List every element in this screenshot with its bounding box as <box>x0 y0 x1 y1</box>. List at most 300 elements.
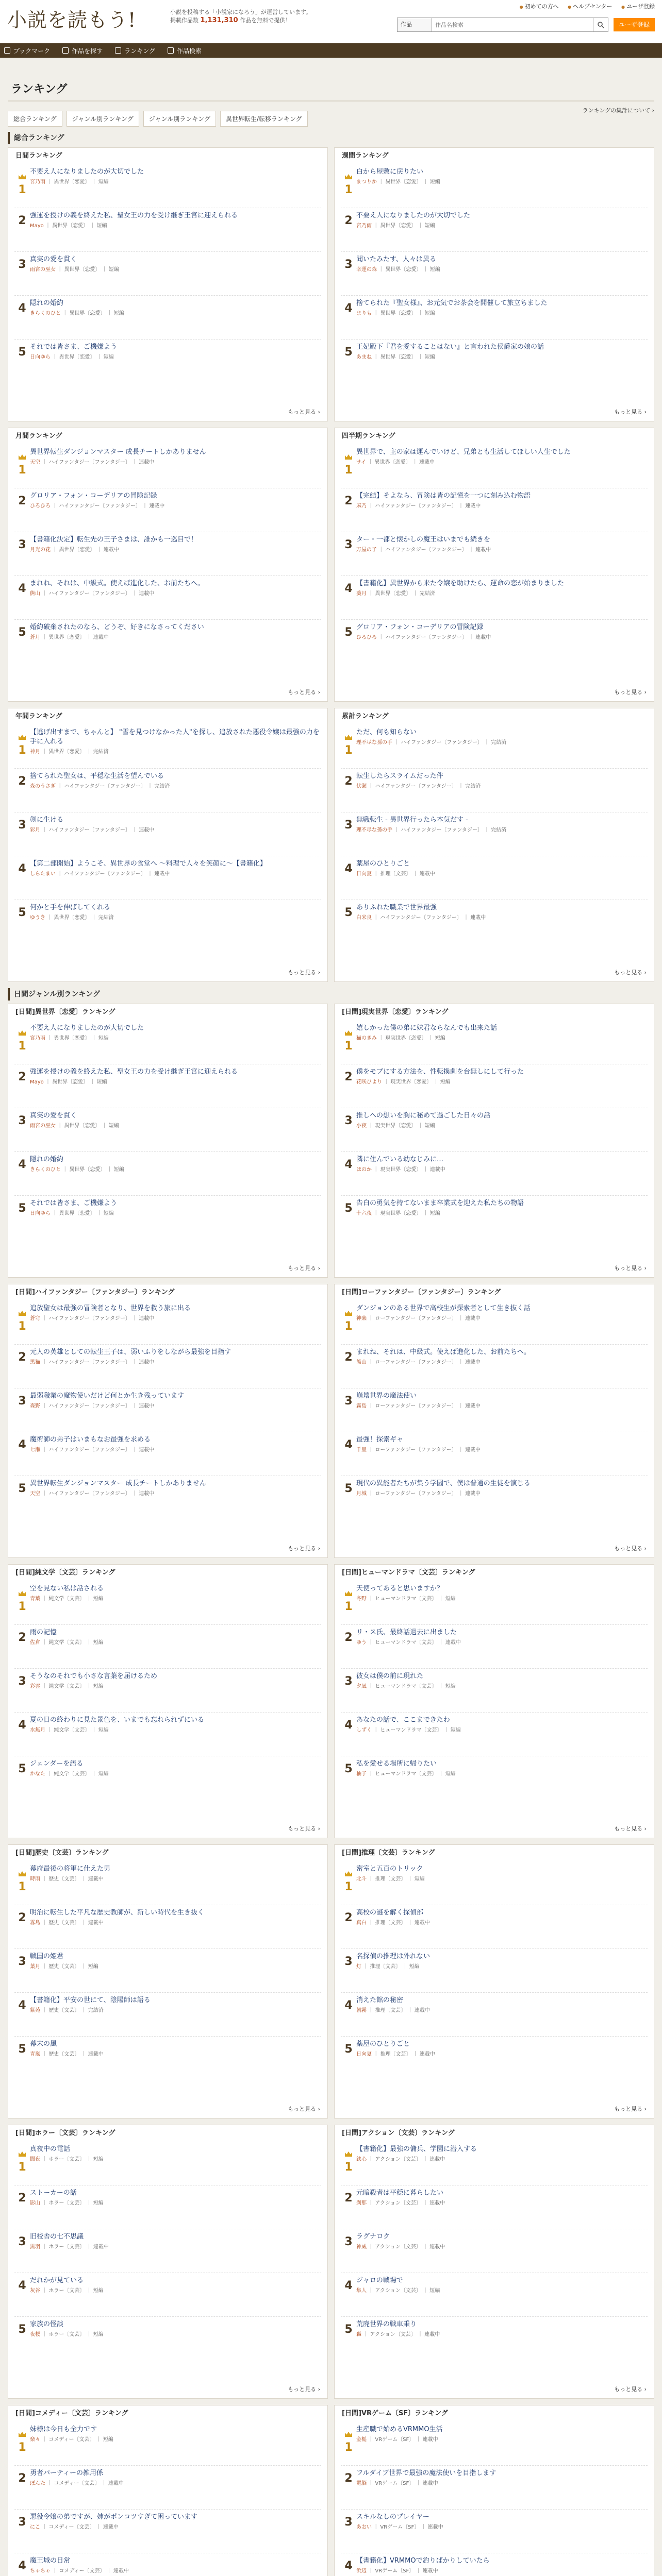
ranking-item <box>341 2037 648 2080</box>
author-link[interactable]: 真白 <box>356 1920 367 1926</box>
author-link[interactable]: 宮乃雨 <box>30 1036 45 1041</box>
genre-status: 異世界〔恋愛〕 ｜ 完結済 <box>54 915 114 921</box>
author-link[interactable]: きらくのひと <box>30 311 61 316</box>
work-title-link[interactable]: 空を見ない私は話される <box>30 1585 104 1592</box>
item-info <box>356 1628 648 1647</box>
work-title-link[interactable]: まれね、それは、中級式。使えば進化した、お前たちへ。 <box>30 580 205 587</box>
work-title-link[interactable]: 幕府最後の将軍に仕えた男 <box>30 1865 111 1873</box>
author-link[interactable]: 北斗 <box>356 1876 367 1882</box>
ranking-item <box>14 856 321 900</box>
see-more-link[interactable]: もっと見る › <box>288 1824 320 1833</box>
work-title-link[interactable]: グロリア・フォン・コーデリアの冒険記録 <box>356 623 484 631</box>
nav-search[interactable]: 作品検索 <box>168 46 202 55</box>
work-title-link[interactable]: 元人の英雄としての転生王子は、弱いふりをしながら最強を目指す <box>30 1348 231 1356</box>
ranking-item <box>341 164 648 208</box>
top-link-beginner[interactable]: ● 初めての方へ <box>520 3 559 10</box>
see-more-link[interactable]: もっと見る › <box>288 1544 320 1552</box>
user-register-button[interactable]: ユーザ登録 <box>614 18 655 31</box>
work-title-link[interactable]: それでは皆さま、ご機嫌よう <box>30 343 118 351</box>
author-link[interactable]: サイ <box>356 460 367 465</box>
work-title-link[interactable]: 隠れの婚約 <box>30 299 64 307</box>
work-title-link[interactable]: 不要え人になりましたのが大切でした <box>30 1024 144 1032</box>
rank-number <box>14 535 30 551</box>
work-title-link[interactable]: 【逃げ出すまで、ちゃんと】 "雪を見つけなかった人"を探し、追放された悪役令嬢は最強の力を手に入れる <box>30 728 320 745</box>
work-title-link[interactable]: 彼女は僕の前に現れた <box>356 1672 424 1680</box>
work-title-link[interactable]: ただ、何も知らない <box>356 728 417 736</box>
author-link[interactable]: 霧島 <box>356 1403 367 1409</box>
item-info <box>30 343 321 361</box>
author-link[interactable]: かなた <box>30 1771 45 1777</box>
author-link[interactable]: ゆう <box>356 1640 367 1646</box>
see-more-link[interactable]: もっと見る › <box>614 688 647 696</box>
work-title-link[interactable]: 薬屋のひとりごと <box>356 860 410 868</box>
work-title-link[interactable]: 【書籍化決定】転生先の王子さまは、誰かも一巡目で！ <box>30 536 198 544</box>
author-link[interactable]: 鉄心 <box>356 2157 367 2162</box>
rank-value: 4 <box>18 1438 26 1451</box>
see-more-link[interactable]: もっと見る › <box>288 968 320 976</box>
ranking-item <box>14 164 321 208</box>
ranking-grid <box>8 147 654 982</box>
work-title-link[interactable]: 強運を授けの義を終えた私、聖女王の力を受け継ぎ王宮に迎えられる <box>30 1068 238 1076</box>
author-link[interactable]: 時雨 <box>30 1876 40 1882</box>
author-link[interactable]: 青葉 <box>30 1596 40 1602</box>
author-link[interactable]: 月光の花 <box>30 547 51 553</box>
rank-number <box>341 1155 356 1171</box>
search-input[interactable] <box>432 18 593 31</box>
work-title-link[interactable]: 現代の異能者たちが集う学園で、僕は普通の生徒を演じる <box>356 1480 531 1487</box>
work-title-link[interactable]: 追放聖女は最強の冒険者となり、世界を救う旅に出る <box>30 1304 191 1312</box>
author-link[interactable]: 天空 <box>30 1491 40 1497</box>
genre-status: 現実世界〔恋愛〕 ｜ 短編 <box>380 1211 440 1216</box>
top-link-register[interactable]: ● ユーザ登録 <box>621 3 655 10</box>
author-link[interactable]: 蒼月 <box>30 635 40 640</box>
work-title-link[interactable]: 最強！探索ギャ <box>356 1436 404 1444</box>
work-title-link[interactable]: そうなのそれでも小さな言葉を届けるため <box>30 1672 158 1680</box>
work-title-link[interactable]: ストーカーの話 <box>30 2189 77 2197</box>
author-link[interactable]: ぽんた <box>30 2481 45 2486</box>
author-link[interactable]: 猫のきみ <box>356 1036 377 1041</box>
see-more-link[interactable]: もっと見る › <box>288 2385 320 2393</box>
work-title-link[interactable]: 夏の日の終わりに見た景色を、いまでも忘れられずにいる <box>30 1716 205 1724</box>
work-title-link[interactable]: ありふれた職業で世界最強 <box>356 904 437 911</box>
see-more-link[interactable]: もっと見る › <box>614 2385 647 2393</box>
genre-status: 異世界〔恋愛〕 ｜ 短編 <box>69 311 124 316</box>
author-link[interactable]: 闇夜 <box>30 2157 40 2162</box>
author-link[interactable]: 伏瀬 <box>356 784 367 789</box>
work-title-link[interactable]: 崩壊世界の魔法使い <box>356 1392 417 1400</box>
work-title-link[interactable]: 婚約破棄されたのなら、どうぞ、好きになさってください <box>30 623 204 631</box>
ranking-list <box>335 1021 654 1240</box>
genre-status: ハイファンタジー〔ファンタジー〕 ｜ 連載中 <box>64 871 170 877</box>
work-title-link[interactable]: だれかが見ている <box>30 2277 84 2284</box>
author-link[interactable]: 灯 <box>356 1964 361 1970</box>
subnav-isekai[interactable]: 異世界転生/転移ランキング <box>220 111 308 127</box>
work-title-link[interactable]: 不要え人になりましたのが大切でした <box>356 212 471 219</box>
author-link[interactable]: 宮乃雨 <box>30 179 45 185</box>
work-title-link[interactable]: 私を愛せる場所に帰りたい <box>356 1760 437 1768</box>
rank-value: 1 <box>18 183 26 196</box>
work-title-link[interactable]: 転生したらスライムだった件 <box>356 772 443 780</box>
work-title-link[interactable]: 捨てられた『聖女様』、お元気でお茶会を開催して旅立ちました <box>356 299 548 307</box>
work-title-link[interactable]: グロリア・フォン・コーデリアの冒険記録 <box>30 492 157 500</box>
author-link[interactable]: 七瀬 <box>30 1447 40 1453</box>
work-title-link[interactable]: 高校の謎を解く探偵部 <box>356 1909 424 1917</box>
work-title-link[interactable]: 真実の愛を貫く <box>30 1112 77 1120</box>
site-logo[interactable]: 小説を読もう! <box>7 9 137 31</box>
work-title-link[interactable]: 【書籍化】平安の世にて、陰陽師は語る <box>30 1996 151 2004</box>
search-button[interactable] <box>593 18 608 31</box>
work-title-link[interactable]: 異世界転生ダンジョンマスター 成長チートしかありません <box>30 1480 206 1487</box>
ranking-box <box>8 1284 328 1558</box>
author-link[interactable]: 浜辺 <box>356 2568 367 2574</box>
rank-value: 5 <box>344 2323 353 2336</box>
ranking-item <box>14 2229 321 2273</box>
author-link[interactable]: 千里 <box>356 1447 367 1453</box>
rank-value: 5 <box>18 626 26 639</box>
author-link[interactable]: ひろひろ <box>356 635 377 640</box>
item-info <box>30 1865 321 1883</box>
work-title-link[interactable]: 密室と五百のトリック <box>356 1865 423 1873</box>
author-link[interactable]: 神楽 <box>356 1316 367 1321</box>
author-link[interactable]: 麻乃 <box>356 503 367 509</box>
rank-value: 3 <box>344 819 353 832</box>
genre-status: 異世界〔恋愛〕 ｜ 完結済 <box>375 591 435 597</box>
ranking-item <box>14 576 321 620</box>
item-info <box>356 2556 648 2575</box>
author-link[interactable]: しずく <box>356 1727 372 1733</box>
ranking-item <box>341 1713 648 1756</box>
nav-ranking[interactable]: ランキング <box>115 46 155 55</box>
rank-number <box>14 2513 30 2529</box>
work-title-link[interactable]: ジャロの戦場で <box>356 2277 403 2284</box>
rank-number <box>14 492 30 507</box>
work-title-link[interactable]: 真夜中の電話 <box>30 2145 71 2153</box>
rank-number <box>14 211 30 227</box>
author-link[interactable]: 金槌 <box>356 2437 367 2443</box>
work-title-link[interactable]: 魔術師の弟子はいまもなお最強を求める <box>30 1436 151 1444</box>
rank-number <box>14 1199 30 1215</box>
work-meta: あまね ｜ 異世界〔恋愛〕 ｜ 短編 <box>356 354 435 360</box>
author-link[interactable]: 十六夜 <box>356 1211 372 1216</box>
rank-number <box>14 728 30 757</box>
work-meta: 冬野 ｜ ヒューマンドラマ〔文芸〕 ｜ 短編 <box>356 1596 456 1602</box>
ranking-item <box>14 1301 321 1345</box>
work-title-link[interactable]: 荒廃世界の戦車乗り <box>356 2320 417 2328</box>
crown-icon <box>19 1311 26 1316</box>
work-title-link[interactable]: ラグナロク <box>356 2233 390 2241</box>
work-title-link[interactable]: 薬屋のひとりごと <box>356 2040 410 2048</box>
author-link[interactable]: 雨宮の巫女 <box>30 1123 56 1129</box>
ranking-item <box>341 1756 648 1800</box>
work-title-link[interactable]: ダンジョンのある世界で高校生が探索者として生き抜く話 <box>356 1304 531 1312</box>
rank-value: 2 <box>18 1071 26 1083</box>
work-title-link[interactable]: ター・一都と懐かしの魔王はいまでも続きを <box>356 536 491 544</box>
genre-status: アクション〔文芸〕 ｜ 連載中 <box>375 2200 445 2206</box>
work-title-link[interactable]: 嬉しかった僕の弟に妹君ならなんでも出来た話 <box>356 1024 498 1032</box>
author-link[interactable]: 灰谷 <box>30 2288 40 2294</box>
author-link[interactable]: 轟 <box>356 2332 361 2337</box>
author-link[interactable]: ゆうき <box>30 915 45 921</box>
author-link[interactable]: 冬野 <box>356 1596 367 1602</box>
see-more-link[interactable]: もっと見る › <box>288 688 320 696</box>
rank-number <box>341 1996 356 2012</box>
work-title-link[interactable]: 勇者パーティーの雑用係 <box>30 2469 103 2477</box>
rank-number <box>341 299 356 315</box>
author-link[interactable]: 朝霧 <box>356 2008 367 2013</box>
author-link[interactable]: 青嵐 <box>30 2052 40 2057</box>
author-link[interactable]: まりも <box>356 311 372 316</box>
work-title-link[interactable]: 異世界転生ダンジョンマスター 成長チートしかありません <box>30 448 206 456</box>
work-title-link[interactable]: 悪役令嬢の弟ですが、姉がポンコツすぎて困っています <box>30 2513 198 2521</box>
rank-number <box>14 579 30 595</box>
author-link[interactable]: 月城 <box>356 1491 367 1497</box>
work-title-link[interactable]: 告白の勇気を持てないまま卒業式を迎えた私たちの物語 <box>356 1199 524 1207</box>
author-link[interactable]: 影山 <box>30 2200 40 2206</box>
genre-status: VRゲーム〔SF〕 ｜ 連載中 <box>375 2437 438 2443</box>
work-title-link[interactable]: 真実の愛を貫く <box>30 256 77 263</box>
work-title-link[interactable]: 元暗殺者は平穏に暮らしたい <box>356 2189 444 2197</box>
author-link[interactable]: 神威 <box>356 2244 367 2250</box>
rank-value: 2 <box>18 495 26 507</box>
rank-value: 3 <box>18 538 26 551</box>
ranking-box <box>334 2405 654 2576</box>
see-more-link[interactable]: もっと見る › <box>614 968 647 976</box>
author-link[interactable]: 熊山 <box>356 1360 367 1365</box>
work-meta: 宮乃雨 ｜ 異世界〔恋愛〕 ｜ 短編 <box>30 1036 109 1041</box>
see-more-link[interactable]: もっと見る › <box>614 1544 647 1552</box>
rank-number <box>14 255 30 271</box>
author-link[interactable]: 葉月 <box>30 1964 40 1970</box>
author-link[interactable]: 葵月 <box>356 591 367 597</box>
author-link[interactable]: 刹那 <box>356 2200 367 2206</box>
author-link[interactable]: 日向ゆら <box>30 1211 51 1216</box>
author-link[interactable]: 彩雲 <box>30 1684 40 1689</box>
nav-bookmark[interactable]: ブックマーク <box>4 46 50 55</box>
work-title-link[interactable]: 【書籍化】異世界から来た令嬢を助けたら、運命の恋が始まりました <box>356 580 565 587</box>
item-info <box>30 816 321 834</box>
author-link[interactable]: 森野 <box>30 1403 40 1409</box>
site-header <box>0 0 662 43</box>
work-title-link[interactable]: 【書籍化】VRMMOで釣りばかりしていたら <box>356 2557 490 2565</box>
rank-value: 5 <box>18 906 26 919</box>
genre-status: ローファンタジー〔ファンタジー〕 ｜ 連載中 <box>375 1403 481 1409</box>
author-link[interactable]: まつりか <box>356 179 377 185</box>
author-link[interactable]: 蒼穹 <box>30 1316 40 1321</box>
work-title-link[interactable]: 隠れの婚約 <box>30 1156 64 1163</box>
ranking-box-title: 年間ランキング <box>15 713 62 720</box>
top-link-help[interactable]: ● ヘルプセンター <box>568 3 612 10</box>
genre-status: ハイファンタジー〔ファンタジー〕 ｜ 連載中 <box>48 1403 155 1409</box>
genre-status: VRゲーム〔SF〕 ｜ 連載中 <box>375 2481 438 2486</box>
author-link[interactable]: Mayo <box>30 1079 44 1085</box>
rank-number <box>341 1067 356 1083</box>
author-link[interactable]: きらくのひと <box>30 1167 61 1173</box>
work-title-link[interactable]: 明治に転生した平凡な歴史教師が、新しい時代を生き抜く <box>30 1909 205 1917</box>
author-link[interactable]: 森のうさぎ <box>30 784 56 789</box>
author-link[interactable]: 雨宮の巫女 <box>30 267 56 273</box>
author-link[interactable]: 日向ゆら <box>30 354 51 360</box>
genre-status: 異世界〔恋愛〕 ｜ 短編 <box>52 223 107 229</box>
ranking-box <box>334 1844 654 2119</box>
subnav-genre-1[interactable]: ジャンル別ランキング <box>67 111 139 127</box>
author-link[interactable]: 夕凪 <box>356 1684 367 1689</box>
rank-value: 5 <box>344 906 353 919</box>
work-meta: 電脳 ｜ VRゲーム〔SF〕 ｜ 連載中 <box>356 2481 438 2486</box>
work-title-link[interactable]: フルダイブ世界で最強の魔法使いを目指します <box>356 2469 496 2477</box>
author-link[interactable]: 白米良 <box>356 915 372 921</box>
rank-number <box>341 1716 356 1732</box>
author-link[interactable]: あまね <box>356 354 372 360</box>
author-link[interactable]: 宮乃雨 <box>356 223 372 229</box>
author-link[interactable]: 幸運の森 <box>356 267 377 273</box>
ranking-box <box>8 2125 328 2399</box>
work-title-link[interactable]: 王妃殿下『君を愛することはない』と言われた侯爵家の娘の話 <box>356 343 544 351</box>
author-link[interactable]: ちゃちゃ <box>30 2568 51 2574</box>
author-link[interactable]: 紫苑 <box>30 2008 40 2013</box>
genre-status: ハイファンタジー〔ファンタジー〕 ｜ 連載中 <box>385 547 491 553</box>
author-link[interactable]: 水無月 <box>30 1727 45 1733</box>
rank-number <box>14 1435 30 1451</box>
ranking-box-title: [日間]アクション〔文芸〕ランキング <box>342 2129 455 2137</box>
crown-icon <box>345 735 352 740</box>
ranking-box <box>334 1564 654 1838</box>
work-title-link[interactable]: まれね、それは、中級式。使えば進化した、お前たちへ。 <box>356 1348 531 1356</box>
work-title-link[interactable]: 不要え人になりましたのが大切でした <box>30 168 144 176</box>
work-title-link[interactable]: 強運を授けの義を終えた私、聖女王の力を受け継ぎ王宮に迎えられる <box>30 212 238 219</box>
rank-value: 4 <box>344 1999 353 2012</box>
nav-find-works[interactable]: 作品を探す <box>62 46 103 55</box>
ranking-item <box>14 1021 321 1064</box>
work-title-link[interactable]: 白から屋敷に戻りたい <box>356 168 424 176</box>
work-meta: 葵月 ｜ 異世界〔恋愛〕 ｜ 完結済 <box>356 591 435 597</box>
see-more-link[interactable]: もっと見る › <box>288 1264 320 1272</box>
rank-value: 2 <box>18 1911 26 1924</box>
author-link[interactable]: Mayo <box>30 223 44 229</box>
work-title-link[interactable]: 旧校舎の七不思議 <box>30 2233 84 2241</box>
author-link[interactable]: 万屋の子 <box>356 547 377 553</box>
ranking-item <box>341 1021 648 1064</box>
author-link[interactable]: にこ <box>30 2524 40 2530</box>
author-link[interactable]: 日向夏 <box>356 871 372 877</box>
author-link[interactable]: 彩月 <box>30 827 40 833</box>
work-title-link[interactable]: 何かと手を伸ばしてくれる <box>30 904 111 911</box>
work-meta: 七瀬 ｜ ハイファンタジー〔ファンタジー〕 ｜ 連載中 <box>30 1447 155 1453</box>
author-link[interactable]: 楽々 <box>30 2437 40 2443</box>
work-title-link[interactable]: 幕末の風 <box>30 2040 57 2048</box>
see-more-link[interactable]: もっと見る › <box>288 408 320 416</box>
author-link[interactable]: 黒猫 <box>30 1360 40 1365</box>
author-link[interactable]: 小夜 <box>356 1123 367 1129</box>
work-title-link[interactable]: 魔王城の日常 <box>30 2557 71 2565</box>
work-meta: 夕凪 ｜ ヒューマンドラマ〔文芸〕 ｜ 短編 <box>356 1684 456 1689</box>
subnav-genre-2[interactable]: ジャンル別ランキング <box>143 111 216 127</box>
rank-value: 2 <box>344 495 353 507</box>
work-title-link[interactable]: 聞いたみたす、人々は異る <box>356 256 436 263</box>
author-link[interactable]: 神月 <box>30 749 40 755</box>
crown-icon <box>19 2151 26 2157</box>
item-info <box>30 1111 321 1130</box>
author-link[interactable]: あおい <box>356 2524 372 2530</box>
author-link[interactable]: 天空 <box>30 460 40 465</box>
ranking-item <box>341 576 648 620</box>
work-title-link[interactable]: 異世界で、主の家は運んでいけど、兄弟とも生活してほしい人生でした <box>356 448 571 456</box>
rank-value: 1 <box>344 1600 353 1613</box>
work-title-link[interactable]: 生産職で始めるVRMMO生活 <box>356 2426 443 2433</box>
rank-number <box>14 903 30 919</box>
rank-value: 3 <box>18 1395 26 1408</box>
see-more-link[interactable]: もっと見る › <box>614 408 647 416</box>
subnav-overall[interactable]: 総合ランキング <box>8 111 62 127</box>
work-title-link[interactable]: 雨の記憶 <box>30 1629 57 1636</box>
genre-status: 歴史〔文芸〕 ｜ 連載中 <box>48 2052 104 2057</box>
work-title-link[interactable]: 隣に住んでいる幼なじみに… <box>356 1156 444 1163</box>
work-title-link[interactable]: 捨てられた聖女は、平穏な生活を望んでいる <box>30 772 164 780</box>
author-link[interactable]: ほのか <box>356 1167 372 1173</box>
ranking-about-link[interactable]: ランキングの集計について › <box>583 106 654 114</box>
item-info <box>30 299 321 317</box>
author-link[interactable]: ひろひろ <box>30 503 51 509</box>
work-title-link[interactable]: 【完結】そよなら、冒険は皆の記憶を一つに刻み込む物語 <box>356 492 531 500</box>
work-title-link[interactable]: スキルなしのプレイヤー <box>356 2513 429 2521</box>
author-link[interactable]: 熊山 <box>30 591 40 597</box>
rank-value: 2 <box>344 2192 353 2205</box>
see-more-link[interactable]: もっと見る › <box>614 1264 647 1272</box>
see-more-link[interactable]: もっと見る › <box>614 1824 647 1833</box>
rank-number <box>341 579 356 595</box>
see-more-link[interactable]: もっと見る › <box>288 2105 320 2113</box>
author-link[interactable]: 霧島 <box>30 1920 40 1926</box>
work-title-link[interactable]: 家族の怪談 <box>30 2320 64 2328</box>
author-link[interactable]: 夜桜 <box>30 2332 40 2337</box>
author-link[interactable]: 花咲ひより <box>356 1079 382 1085</box>
author-link[interactable]: 電脳 <box>356 2481 367 2486</box>
author-link[interactable]: 日向夏 <box>356 2052 372 2057</box>
author-link[interactable]: 佐倉 <box>30 1640 40 1646</box>
author-link[interactable]: 隼人 <box>356 2288 367 2294</box>
author-link[interactable]: 黒羽 <box>30 2244 40 2250</box>
work-title-link[interactable]: 消えた館の秘密 <box>356 1996 404 2004</box>
item-info <box>30 2276 321 2295</box>
work-title-link[interactable]: 名探偵の推理は外れない <box>356 1953 431 1960</box>
author-link[interactable]: 理不尽な孫の手 <box>356 740 392 745</box>
work-title-link[interactable]: リ・ス氏、最終話過去に出ました <box>356 1629 457 1636</box>
author-link[interactable]: しらたまい <box>30 871 56 877</box>
work-title-link[interactable]: 天使ってあると思いますか？ <box>356 1585 444 1592</box>
author-link[interactable]: 柚子 <box>356 1771 367 1777</box>
work-title-link[interactable]: 妹様は今日も全力です <box>30 2426 97 2433</box>
item-info <box>30 859 321 878</box>
search-type-select[interactable]: 作品 <box>398 18 432 31</box>
work-title-link[interactable]: 【書籍化】最強の傭兵、学園に潜入する <box>356 2145 477 2153</box>
work-title-link[interactable]: 無職転生 - 異世界行ったら本気だす - <box>356 816 468 824</box>
rank-value: 2 <box>18 1631 26 1644</box>
work-title-link[interactable]: 【第二部開始】ようこそ、異世界の食堂へ ～料理で人々を笑顔に～【書籍化】 <box>30 860 267 868</box>
work-title-link[interactable]: あなたの話で、ここまできたわ <box>356 1716 450 1724</box>
genre-status: ハイファンタジー〔ファンタジー〕 ｜ 連載中 <box>48 1360 155 1365</box>
work-title-link[interactable]: 推しへの想いを胸に秘めて過ごした日々の話 <box>356 1112 491 1120</box>
work-title-link[interactable]: ジェンダーを語る <box>30 1760 84 1768</box>
genre-status: ハイファンタジー〔ファンタジー〕 ｜ 完結済 <box>375 784 481 789</box>
ranking-item <box>14 1345 321 1388</box>
work-title-link[interactable]: 最弱職業の魔物使いだけど何とか生き残っています <box>30 1392 185 1400</box>
work-title-link[interactable]: 戦国の姫君 <box>30 1953 64 1960</box>
author-link[interactable]: 理不尽な孫の手 <box>356 827 392 833</box>
work-title-link[interactable]: それでは皆さま、ご機嫌よう <box>30 1199 118 1207</box>
work-title-link[interactable]: 僕をモブにする方法を、性転換劇を台無しにして行った <box>356 1068 524 1076</box>
genre-status: コメディー〔文芸〕 ｜ 連載中 <box>59 2568 129 2574</box>
see-more-link[interactable]: もっと見る › <box>614 2105 647 2113</box>
work-title-link[interactable]: 剣に生ける <box>30 816 64 824</box>
